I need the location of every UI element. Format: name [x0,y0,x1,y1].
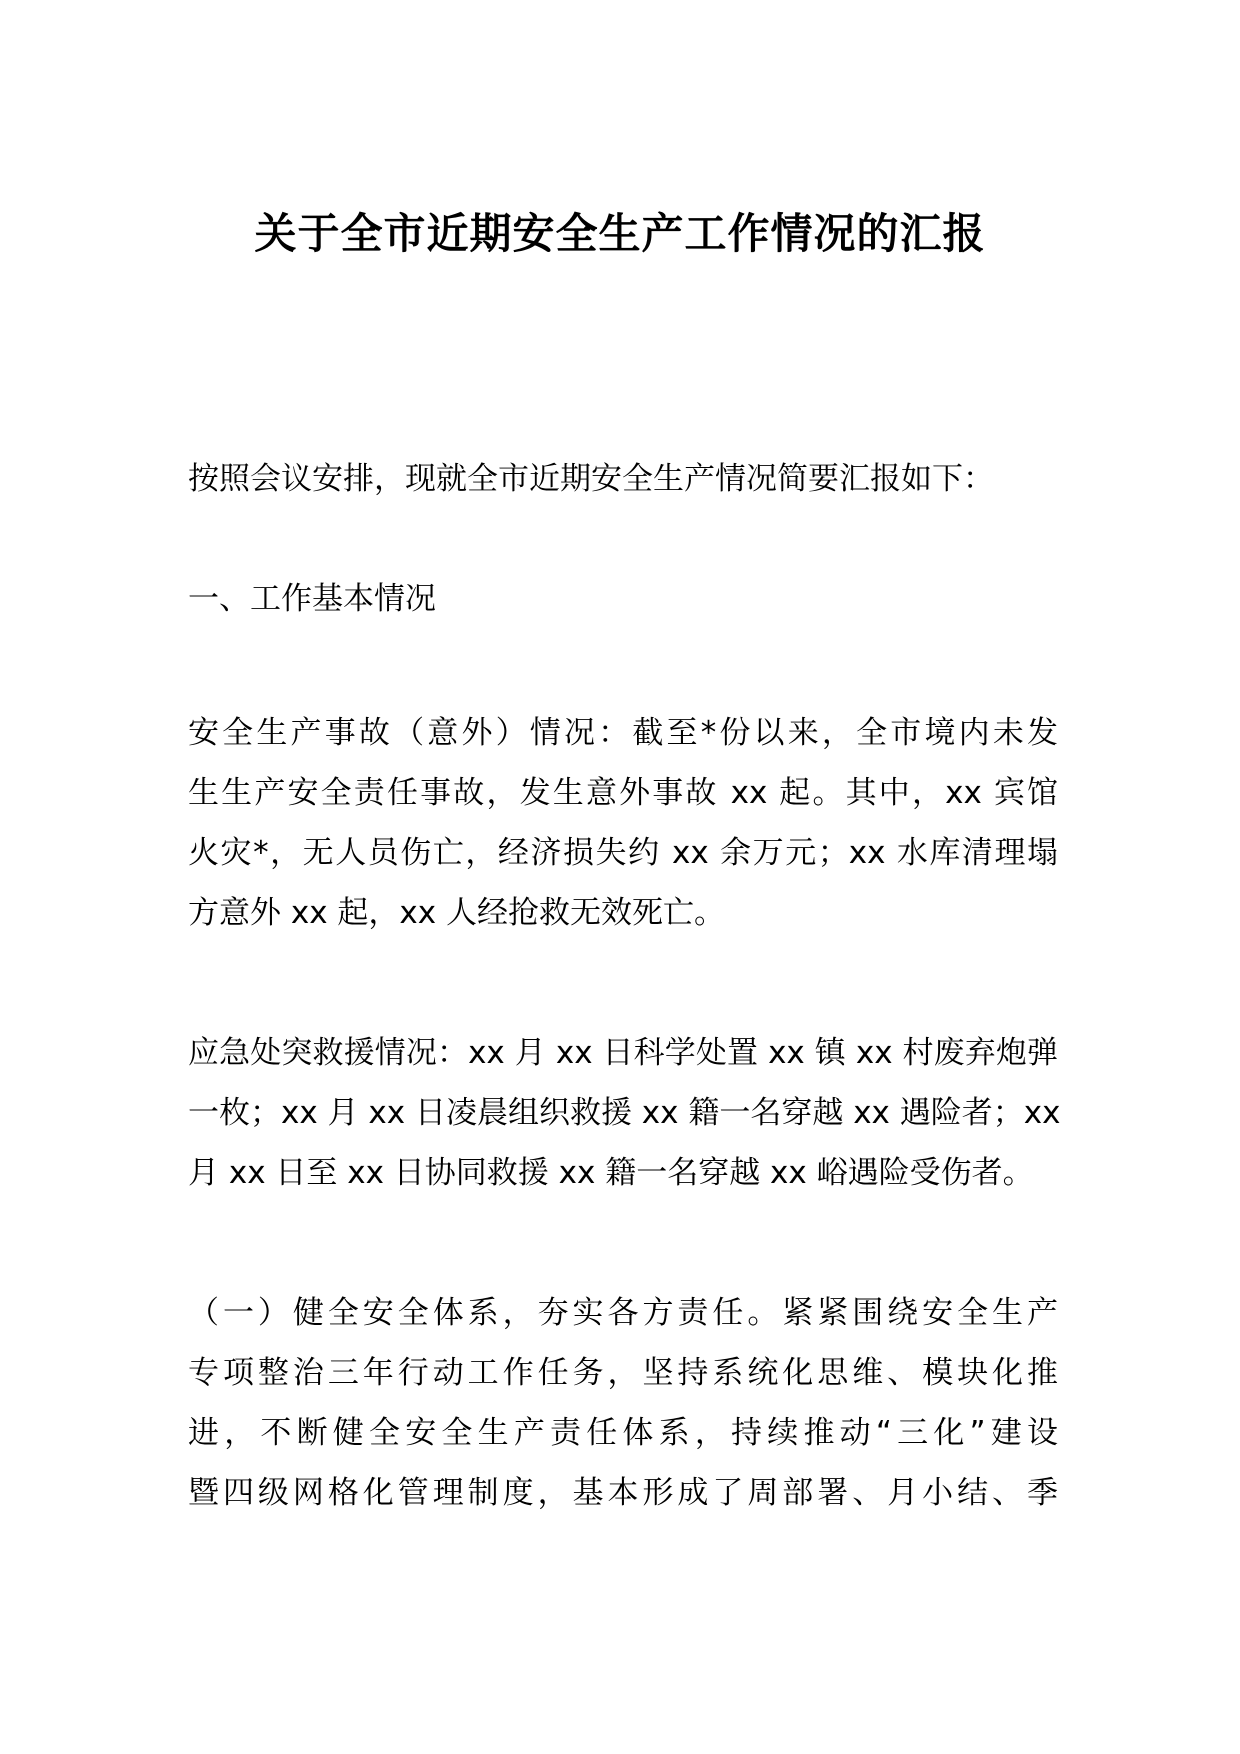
paragraph-line: 月 xx 日至 xx 日协同救援 xx 籍一名穿越 xx 峪遇险受伤者。 [188,1155,1034,1191]
paragraph-line: 一枚；xx 月 xx 日凌晨组织救援 xx 籍一名穿越 xx 遇险者；xx [188,1095,1061,1131]
paragraph-line: （一）健全安全体系，夯实各方责任。紧紧围绕安全生产 [188,1295,1058,1331]
paragraph-line: 火灾*，无人员伤亡，经济损失约 xx 余万元；xx 水库清理塌 [188,835,1058,871]
section-heading: 一、工作基本情况 [188,581,436,617]
paragraph-line: 安全生产事故（意外）情况：截至*份以来，全市境内未发 [188,715,1058,751]
paragraph-line: 专项整治三年行动工作任务，坚持系统化思维、模块化推 [188,1355,1058,1391]
paragraph-line: 方意外 xx 起，xx 人经抢救无效死亡。 [188,895,725,931]
intro-line: 按照会议安排，现就全市近期安全生产情况简要汇报如下： [188,461,994,497]
paragraph-line: 进，不断健全安全生产责任体系，持续推动“三化”建设 [188,1415,1058,1451]
paragraph-line: 应急处突救援情况：xx 月 xx 日科学处置 xx 镇 xx 村废弃炮弹 [188,1035,1058,1071]
paragraph-line: 生生产安全责任事故，发生意外事故 xx 起。其中，xx 宾馆 [188,775,1058,811]
document-title: 关于全市近期安全生产工作情况的汇报 [254,209,986,258]
paragraph-line: 暨四级网格化管理制度，基本形成了周部署、月小结、季 [188,1475,1058,1511]
